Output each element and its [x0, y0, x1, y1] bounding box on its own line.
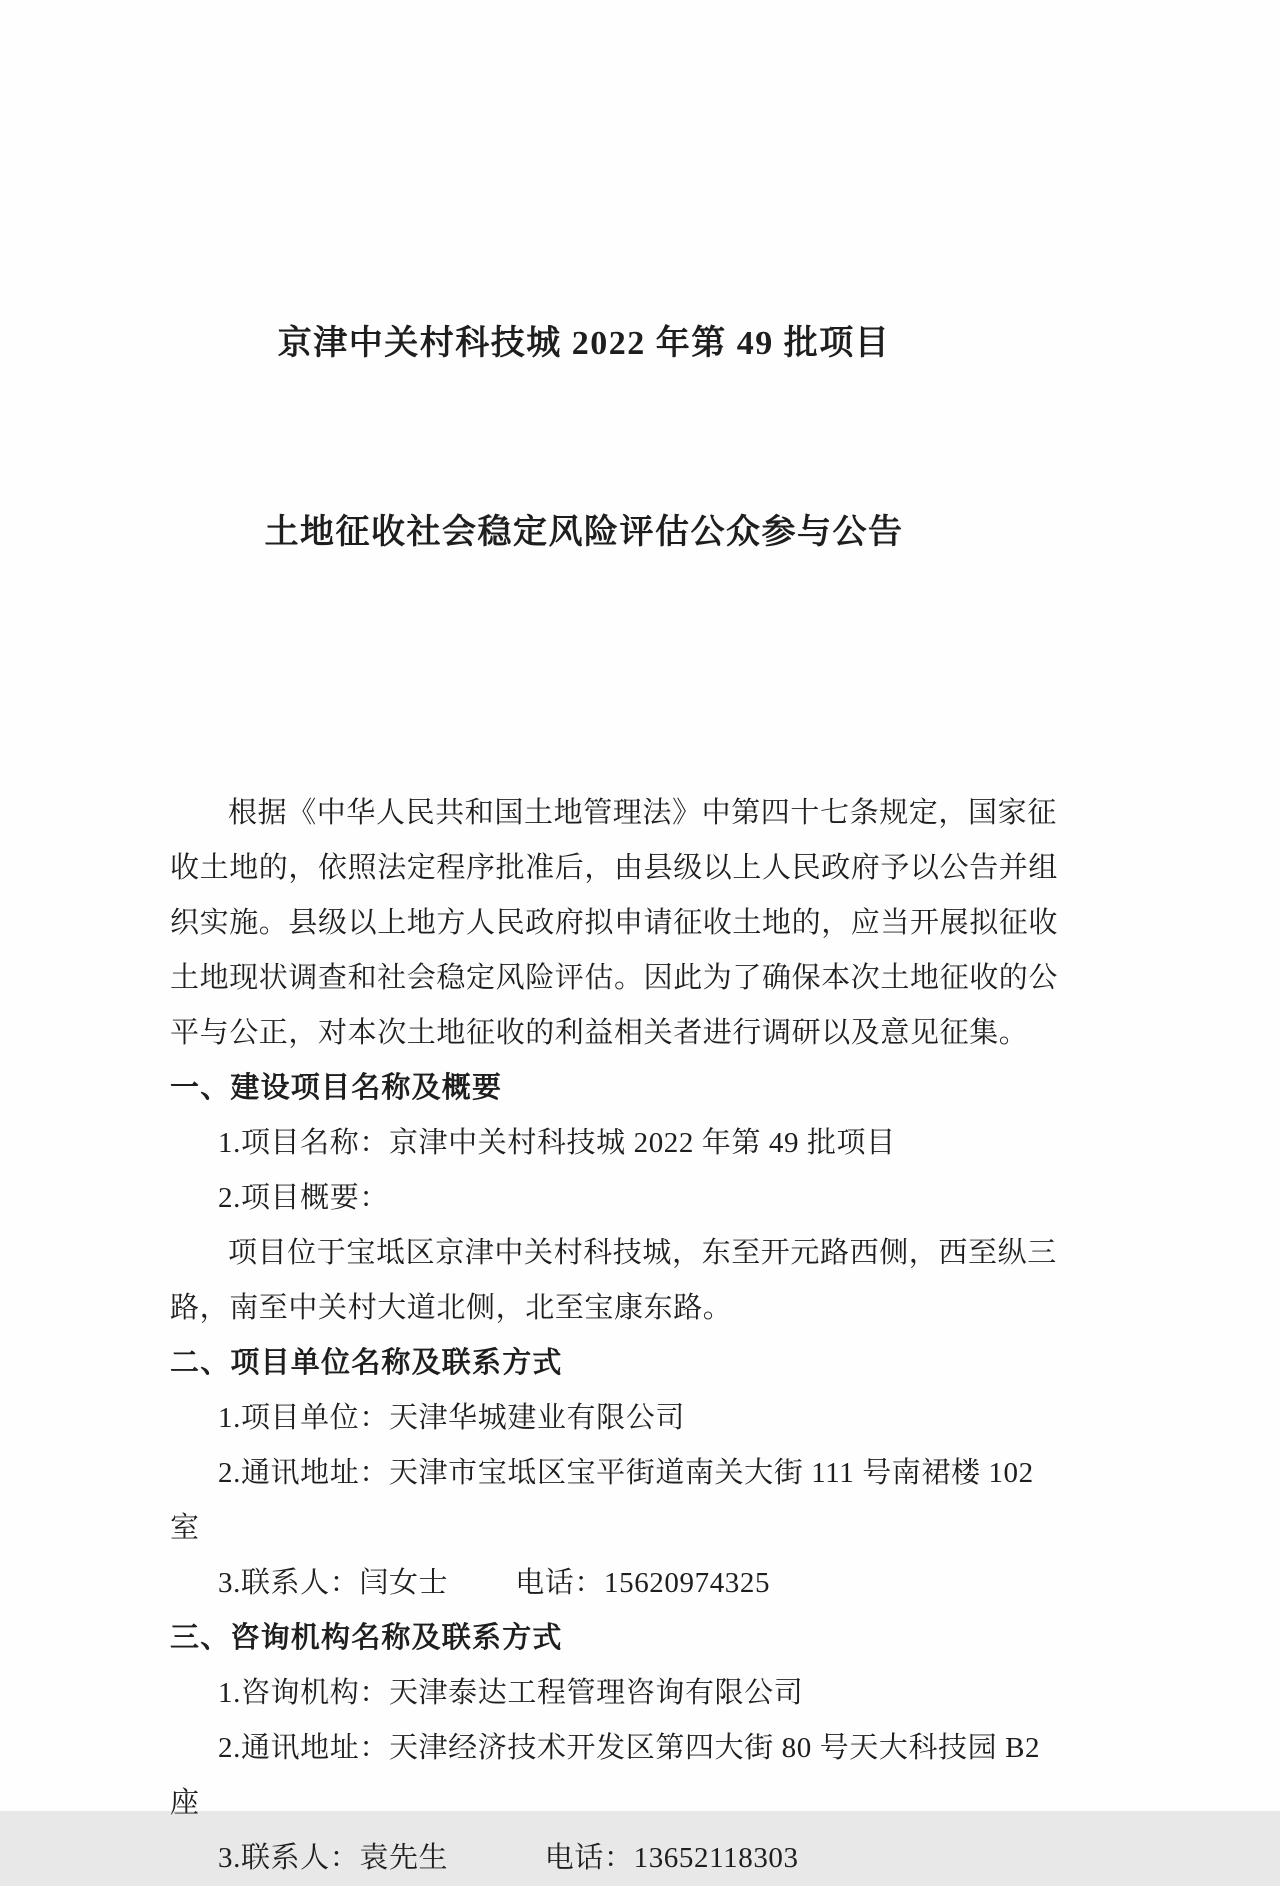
document-content	[170, 186, 1059, 1886]
section-3-consulting-agency: 1.咨询机构：天津泰达工程管理咨询有限公司	[218, 1677, 804, 1709]
intro-paragraph-line: 收土地的，依照法定程序批准后，由县级以上人民政府予以公告并组	[170, 852, 1059, 884]
section-1-heading: 一、建设项目名称及概要	[170, 1072, 503, 1104]
document-title	[170, 186, 998, 690]
section-1-project-summary-label: 2.项目概要：	[218, 1182, 389, 1214]
section-3-contact-phone-line: 3.联系人：袁先生 电话：13652118303	[218, 1842, 799, 1874]
section-3-address-line: 2.通讯地址：天津经济技术开发区第四大街 80 号天大科技园 B2	[218, 1732, 1041, 1764]
section-2-address-line: 室	[170, 1512, 200, 1544]
section-3-heading: 三、咨询机构名称及联系方式	[170, 1622, 563, 1654]
intro-paragraph-line: 平与公正，对本次土地征收的利益相关者进行调研以及意见征集。	[170, 1017, 1029, 1049]
section-2-heading: 二、项目单位名称及联系方式	[170, 1347, 563, 1379]
intro-paragraph-line: 根据《中华人民共和国土地管理法》中第四十七条规定，国家征	[228, 797, 1057, 829]
section-2-project-unit: 1.项目单位：天津华城建业有限公司	[218, 1402, 685, 1434]
section-2-address-line: 2.通讯地址：天津市宝坻区宝平街道南关大街 111 号南裙楼 102	[218, 1457, 1034, 1489]
section-3-address-line: 座	[170, 1787, 200, 1819]
intro-paragraph-line: 土地现状调查和社会稳定风险评估。因此为了确保本次土地征收的公	[170, 962, 1059, 994]
intro-paragraph-line: 织实施。县级以上地方人民政府拟申请征收土地的，应当开展拟征收	[170, 907, 1059, 939]
section-2-contact-phone-line: 3.联系人：闫女士 电话：15620974325	[218, 1567, 771, 1599]
section-1-project-name: 1.项目名称：京津中关村科技城 2022 年第 49 批项目	[218, 1127, 896, 1159]
document-body	[170, 786, 1059, 1886]
document-title-line-2: 土地征收社会稳定风险评估公众参与公告	[264, 514, 904, 551]
section-1-location-line: 路，南至中关村大道北侧，北至宝康东路。	[170, 1292, 733, 1324]
section-1-location-line: 项目位于宝坻区京津中关村科技城，东至开元路西侧，西至纵三	[228, 1237, 1057, 1269]
document-title-line-1: 京津中关村科技城 2022 年第 49 批项目	[277, 325, 891, 362]
